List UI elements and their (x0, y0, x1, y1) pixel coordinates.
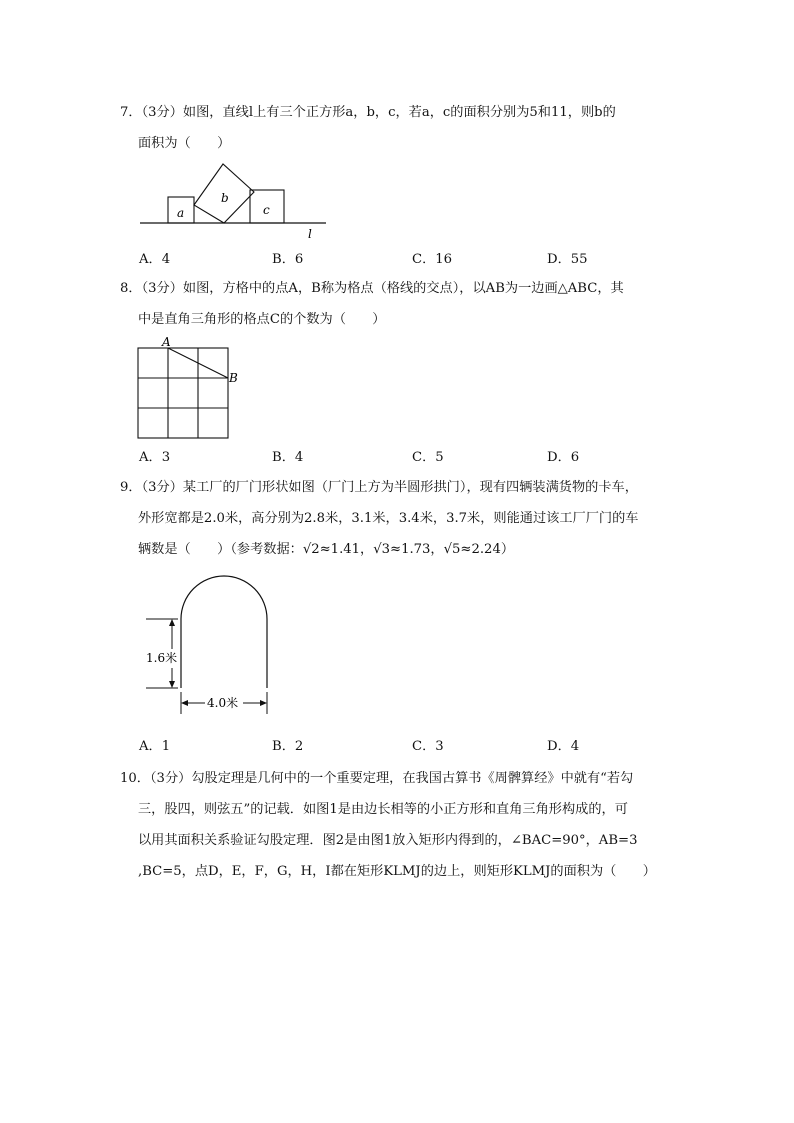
gate-outline (181, 576, 267, 688)
label-l: l (308, 227, 312, 241)
q9-option-c: C．3 (412, 739, 444, 754)
q8-stem-line-1: 8．（3分）如图，方格中的点A，B称为格点（格线的交点），以AB为一边画△ABC，其 (120, 281, 624, 296)
label-b: b (221, 191, 229, 205)
question-10 (120, 763, 680, 887)
q9-gate-figure (130, 568, 280, 718)
q8-stem-line-2: 中是直角三角形的格点C的个数为（ ） (138, 312, 386, 327)
q7-option-b: B．6 (272, 252, 304, 267)
q8-option-b: B．4 (272, 450, 304, 465)
q8-option-a: A．3 (139, 450, 171, 465)
question-7 (120, 97, 680, 159)
point-b-label: B (229, 371, 238, 385)
q10-stem-line-4: ,BC=5，点D，E，F，G，H，I都在矩形KLMJ的边上，则矩形KLMJ的面积为（ ） (138, 864, 656, 879)
q7-figure (138, 160, 330, 242)
q9-stem-line-2: 外形宽都是2.0米，高分别为2.8米，3.1米，3.4米，3.7米，则能通过该工厂厂门的车 (138, 511, 639, 526)
label-c: c (263, 203, 270, 217)
q9-stem-line-3: 辆数是（ ）（参考数据：√2≈1.41，√3≈1.73，√5≈2.24） (138, 542, 515, 557)
q9-option-a: A．1 (139, 739, 171, 754)
question-9 (120, 472, 680, 565)
q10-stem-line-2: 三，股四，则弦五”的记载．如图1是由边长相等的小正方形和直角三角形构成的，可 (138, 802, 628, 817)
question-8 (120, 273, 680, 335)
q9-stem-line-1: 9．（3分）某工厂的厂门形状如图（厂门上方为半圆形拱门），现有四辆装满货物的卡车， (120, 480, 638, 495)
q8-options (139, 446, 679, 466)
gate-width-label: 4.0米 (207, 696, 239, 710)
q7-option-d: D．55 (547, 252, 588, 267)
q8-grid-figure (130, 334, 245, 440)
q7-option-a: A．4 (139, 252, 171, 267)
q7-stem-line-1: 7．（3分）如图，直线l上有三个正方形a，b，c，若a，c的面积分别为5和11，则b的 (120, 105, 616, 120)
gate-height-label: 1.6米 (146, 651, 178, 665)
q10-stem-line-3: 以用其面积关系验证勾股定理．图2是由图1放入矩形内得到的，∠BAC=90°，AB=3 (138, 833, 638, 848)
q7-stem-line-2: 面积为（ ） (138, 136, 231, 151)
q9-option-b: B．2 (272, 739, 304, 754)
q8-option-c: C．5 (412, 450, 444, 465)
q9-options (139, 735, 679, 755)
q7-option-c: C．16 (412, 252, 453, 267)
q10-stem-line-1: 10．（3分）勾股定理是几何中的一个重要定理，在我国古算书《周髀算经》中就有“若勾 (120, 771, 634, 786)
q7-options (139, 248, 679, 268)
q8-option-d: D．6 (547, 450, 580, 465)
label-a: a (177, 206, 185, 220)
point-a-label: A (162, 335, 171, 349)
q9-option-d: D．4 (547, 739, 580, 754)
